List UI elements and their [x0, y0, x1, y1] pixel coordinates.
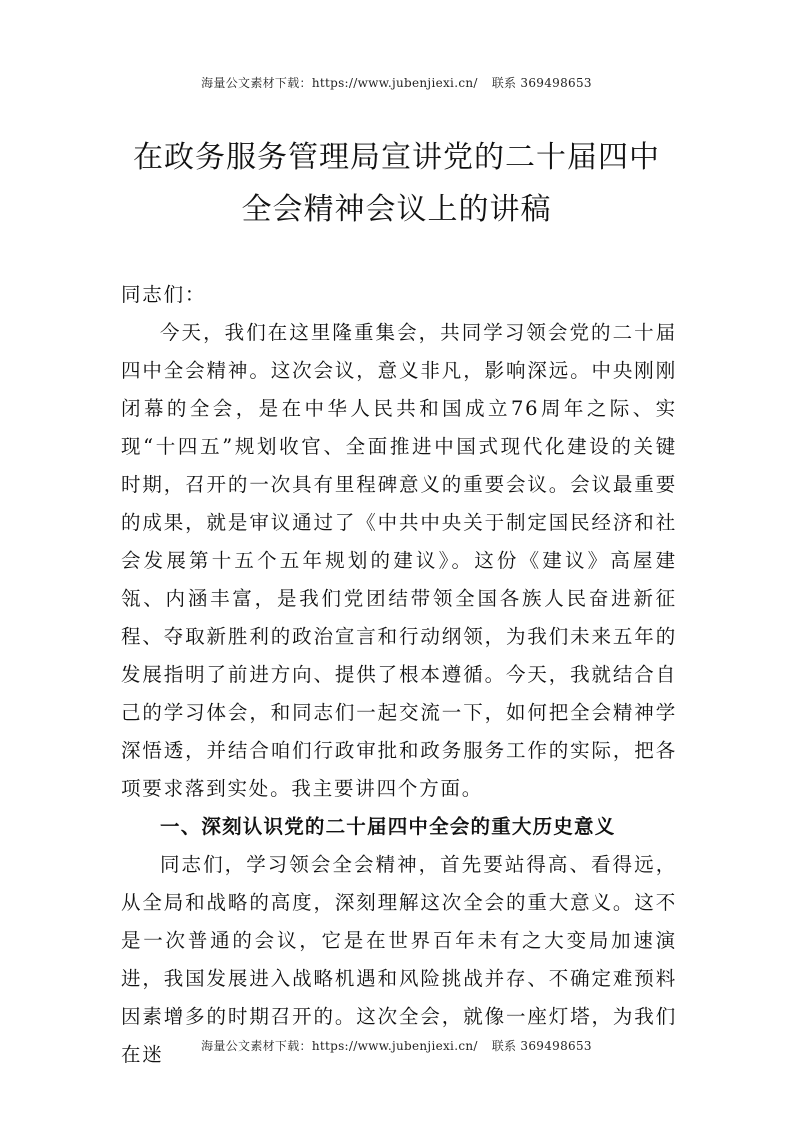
header-contact: 联系 369498653: [491, 76, 592, 90]
page-header: [0, 74, 793, 91]
page-footer: [0, 1037, 793, 1054]
section-heading-1: 一、深刻认识党的二十届四中全会的重大历史意义: [160, 815, 616, 838]
document-title: 在政务服务管理局宣讲党的二十届四中全会精神会议上的讲稿: [133, 140, 660, 227]
paragraph-intro: 今天，我们在这里隆重集会，共同学习领会党的二十届四中全会精神。这次会议，意义非凡，影响深远。中央刚刚闭幕的全会，是在中华人民共和国成立76周年之际、实现“十四五”规划收官、全面推进中国式现代化建设的关键时期，召开的一次具有里程碑意义的重要会议。会议最重要的成果，就是审议通过了《中共中央关于制定国民经济和社会发展第十五个五年规划的建议》。这份《建议》高屋建瓴、内涵丰富，是我们党团结带领全国各族人民奋进新征程、夺取新胜利的政治宣言和行动纲领，为我们未来五年的发展指明了前进方向、提供了根本遵循。今天，我就结合自己的学习体会，和同志们一起交流一下，如何把全会精神学深悟透，并结合咱们行政审批和政务服务工作的实际，把各项要求落到实处。我主要讲四个方面。: [121, 321, 677, 800]
document-body: [121, 276, 677, 1074]
salutation: 同志们：: [121, 283, 207, 306]
footer-download-label: 海量公文素材下载：https://www.jubenjiexi.cn/: [201, 1039, 478, 1053]
header-download-label: 海量公文素材下载：https://www.jubenjiexi.cn/: [201, 76, 478, 90]
footer-contact: 联系 369498653: [491, 1039, 592, 1053]
paragraph-section-1: 同志们，学习领会全会精神，首先要站得高、看得远，从全局和战略的高度，深刻理解这次全会的重大意义。这不是一次普通的会议，它是在世界百年未有之大变局加速演进，我国发展进入战略机遇和风险挑战并存、不确定难预料因素增多的时期召开的。这次全会，就像一座灯塔，为我们在迷: [121, 853, 677, 1066]
